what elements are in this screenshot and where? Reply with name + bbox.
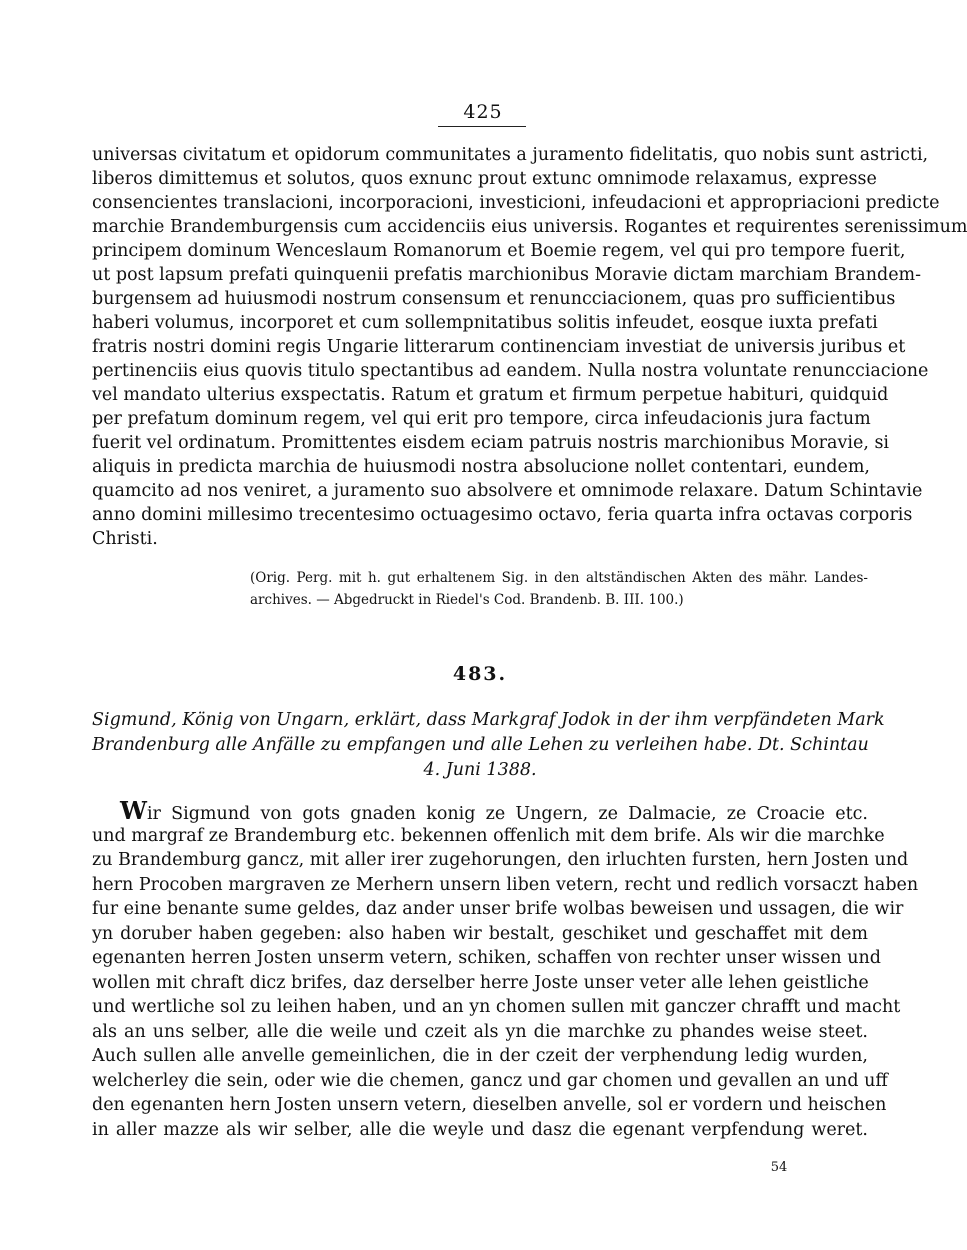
- text-line: fur eine benante sume geldes, daz ander unser brife wolbas beweisen und ussagen, die wir: [92, 899, 904, 919]
- text-line: den egenanten hern Josten unsern vetern, dieselben anvelle, sol er vordern und heischen: [92, 1095, 887, 1115]
- text-line: yn doruber haben gegeben: also haben wir bestalt, geschiket und geschaffet mit dem: [92, 923, 868, 944]
- text-line: welcherley die sein, oder wie die chemen, gancz und gar chomen und gevallen an und uff: [92, 1070, 888, 1091]
- text-line: anno domini millesimo trecentesimo octuagesimo octavo, feria quarta infra octavas corporis: [92, 505, 913, 525]
- text-line: universas civitatum et opidorum communitates a juramento fidelitatis, quo nobis sunt astricti,: [92, 145, 929, 165]
- text-line: Auch sullen alle anvelle gemeinlichen, die in der czeit der verphendung ledig wurden,: [92, 1046, 868, 1066]
- text-line: burgensem ad huiusmodi nostrum consensum et renuncciacionem, quas pro sufficientibus: [92, 289, 896, 309]
- regest-line: Sigmund, König von Ungarn, erklärt, dass Markgraf Jodok in der ihm verpfändeten Mark: [92, 710, 885, 730]
- text-line: Christi.: [92, 529, 158, 549]
- text-line-first: [92, 796, 868, 825]
- page-number-rule: [438, 126, 526, 127]
- text-line: vel mandato ulterius exspectatis. Ratum et gratum et firmum perpetue habituri, quidquid: [92, 385, 889, 405]
- text-line: fratris nostri domini regis Ungarie litterarum continenciam investiat de universis juribus et: [92, 337, 906, 357]
- text-line: haberi volumus, incorporet et cum sollempnitatibus solitis infeudet, eosque iuxta prefati: [92, 313, 878, 333]
- source-note-line: archives. — Abgedruckt in Riedel's Cod. Brandenb. B. III. 100.): [250, 592, 684, 608]
- text-line: hern Procoben margraven ze Merhern unsern liben vetern, recht und redlich vorsaczt haben: [92, 874, 919, 895]
- first-line-text: ir Sigmund von gots gnaden konig ze Ungern, ze Dalmacie, ze Croacie etc.: [146, 804, 868, 824]
- text-line: principem dominum Wenceslaum Romanorum et Boemie regem, vel qui pro tempore fuerit,: [92, 241, 906, 261]
- text-line: consencientes translacioni, incorporacioni, investicioni, infeudacioni et appropriacioni predicte: [92, 193, 940, 213]
- text-line: per prefatum dominum regem, vel qui erit pro tempore, circa infeudacionis jura factum: [92, 409, 871, 429]
- document-number: 483.: [452, 663, 508, 685]
- text-line: marchie Brandemburgensis cum accidenciis eius universis. Rogantes et requirentes serenissimum: [92, 217, 967, 237]
- initial-letter: W: [120, 796, 147, 825]
- charter-body: [92, 796, 919, 1142]
- source-note-line: (Orig. Perg. mit h. gut erhaltenem Sig. in den altständischen Akten des mähr. Landes-: [250, 570, 868, 586]
- text-line: fuerit vel ordinatum. Promittentes eisdem eciam patruis nostris marchionibus Moravie, si: [92, 433, 890, 453]
- source-note: [250, 567, 868, 611]
- text-line: pertinenciis eius quovis titulo spectantibus ad eandem. Nulla nostra voluntate renuncciacione: [92, 361, 929, 381]
- text-line: als an uns selber, alle die weile und czeit als yn die marchke zu phandes weise steet.: [92, 1021, 868, 1042]
- text-line: quamcito ad nos veniret, a juramento suo absolvere et omnimode relaxare. Datum Schintavie: [92, 481, 923, 501]
- continued-charter-text: [92, 143, 967, 551]
- text-line: egenanten herren Josten unserm vetern, schiken, schaffen von rechter unser wissen und: [92, 948, 881, 968]
- printer-signature-mark: 54: [770, 1160, 788, 1175]
- regest-heading: [92, 708, 885, 783]
- text-line: zu Brandemburg gancz, mit aller irer zugehorungen, den irluchten fursten, hern Josten und: [92, 850, 909, 870]
- page-number: 425: [463, 101, 503, 123]
- text-line: und margraf ze Brandemburg etc. bekennen offenlich mit dem brife. Als wir die marchke: [92, 825, 885, 846]
- regest-line: Brandenburg alle Anfälle zu empfangen und alle Lehen zu verleihen habe. Dt. Schintau: [92, 735, 869, 755]
- text-line: aliquis in predicta marchia de huiusmodi nostra absolucione nollet contentari, eundem,: [92, 457, 870, 477]
- text-line: ut post lapsum prefati quinquenii prefatis marchionibus Moravie dictam marchiam Brandem-: [92, 265, 922, 285]
- regest-date-line: 4. Juni 1388.: [423, 760, 537, 780]
- text-line: liberos dimittemus et solutos, quos exnunc prout extunc omnimode relaxamus, expresse: [92, 169, 877, 189]
- text-line: in aller mazze als wir selber, alle die weyle und dasz die egenant verpfendung weret.: [92, 1119, 868, 1140]
- text-line: und wertliche sol zu leihen haben, und an yn chomen sullen mit ganczer chrafft und macht: [92, 997, 901, 1017]
- text-line: wollen mit chraft dicz brifes, daz derselber herre Joste unser veter alle lehen geistliche: [92, 972, 869, 993]
